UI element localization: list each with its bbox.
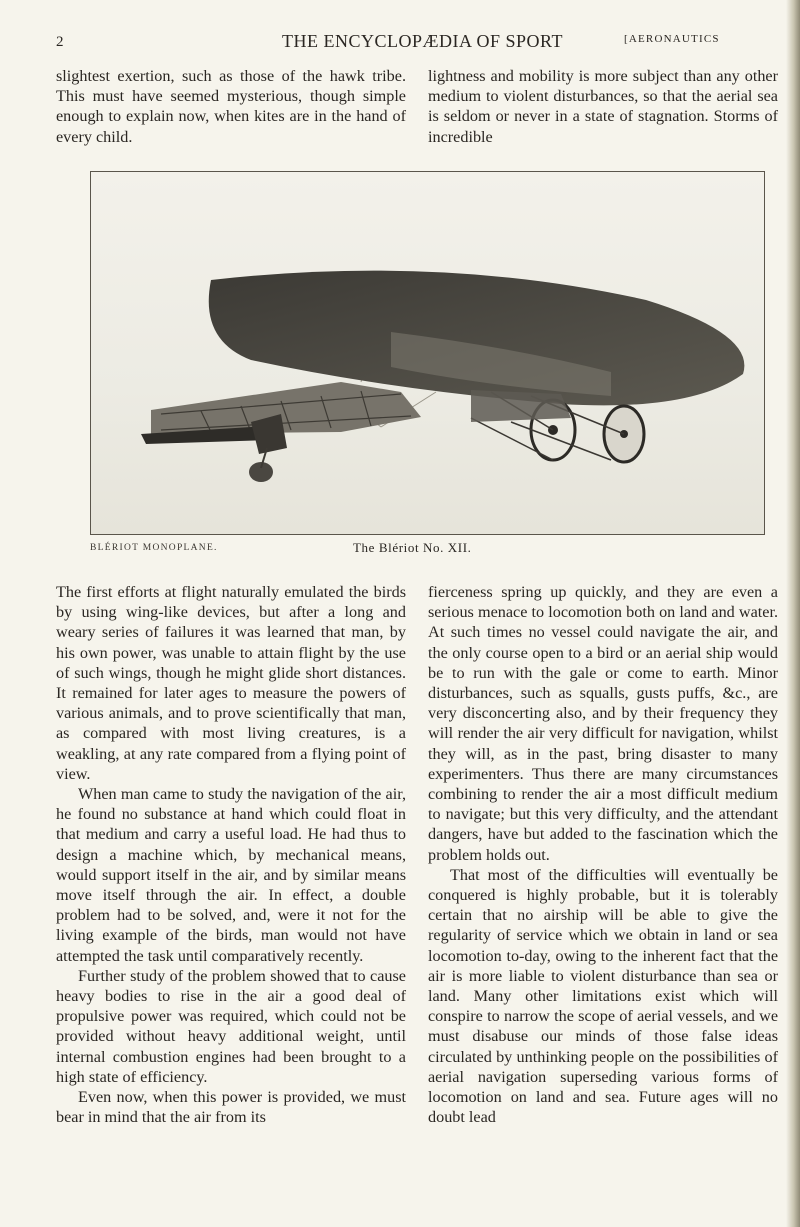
top-right-column [428, 66, 778, 147]
right-column [428, 582, 778, 1127]
section-tag: [AERONAUTICS [624, 33, 720, 45]
paragraph: slightest exertion, such as those of the hawk tribe. This must have seemed mysterious, though simple enough to explain now, when kites are in the hand of every child. [56, 67, 406, 146]
paragraph: That most of the difficulties will eventually be conquered is highly probable, but it is tolerably certain that no airship will be able to give the regularity of service which we obtain in land or sea locomotion to-day, owing to the inherent fact that the air is more liable to violent disturbance than sea or land. Many other limitations exist which will conspire to narrow the scope of aerial vessels, and we must disabuse our minds of those false ideas circulated by unthinking people on the possibilities of aerial navigation superseding various forms of locomotion on land and sea. Future ages will no doubt lead [428, 865, 778, 1127]
paragraph: Even now, when this power is provided, we must bear in mind that the air from its [56, 1088, 406, 1127]
paragraph: fierceness spring up quickly, and they are even a serious menace to locomotion both on land and water. At such times no vessel could navigate the air, and the only course open to a bird or an aerial ship would be to run with the gale or come to earth. Minor disturbances, such as squalls, gusts puffs, &c., are very disconcerting also, and by their frequency they will render the air very difficult for navigation, whilst they will, as in the past, bring disaster to many experimenters. Thus there are many circumstances combining to render the air a most difficult medium to navigate; but this very difficulty, and the attendant dangers, have but added to the fascination which the problem holds out. [428, 583, 778, 864]
bleriot-photo-plate [90, 171, 765, 535]
bleriot-monoplane-illustration [91, 172, 764, 534]
paragraph: Further study of the problem showed that to cause heavy bodies to rise in the air a good deal of propulsive power was required, which could not be provided without heavy additional weight, until internal combustion engines had been brought to a high state of efficiency. [56, 966, 406, 1086]
main-wing [209, 271, 745, 406]
paragraph: lightness and mobility is more subject than any other medium to violent disturbances, so that the aerial sea is seldom or never in a state of stagnation. Storms of incredible [428, 67, 778, 146]
paragraph: The first efforts at flight naturally emulated the birds by using wing-like devices, but after a long and weary series of failures it was learned that man, by his own power, was unable to attain flight by the use of such wings, though he might glide short distances. It remained for later ages to measure the powers of various animals, and to prove scientifically that man, as compared with most living creatures, is a weakling, at any rate compared from a flying point of view. [56, 583, 406, 783]
paragraph: When man came to study the navigation of the air, he found no substance at hand which could float in that medium and carry a useful load. He had thus to design a machine which, by mechanical means, would support itself in the air, and by similar means move itself through the air. In effect, a double problem had to be solved, and, were it not for the living example of the birds, man would not have attempted the task until comparatively recently. [56, 785, 406, 965]
top-left-column [56, 66, 406, 147]
page-edge-shadow [786, 0, 800, 1227]
figure-caption: The Blériot No. XII. [353, 540, 472, 555]
left-column [56, 582, 406, 1127]
photo-credit: BLÉRIOT MONOPLANE. [90, 543, 218, 553]
page-number: 2 [56, 34, 64, 50]
running-title: THE ENCYCLOPÆDIA OF SPORT [282, 31, 563, 51]
